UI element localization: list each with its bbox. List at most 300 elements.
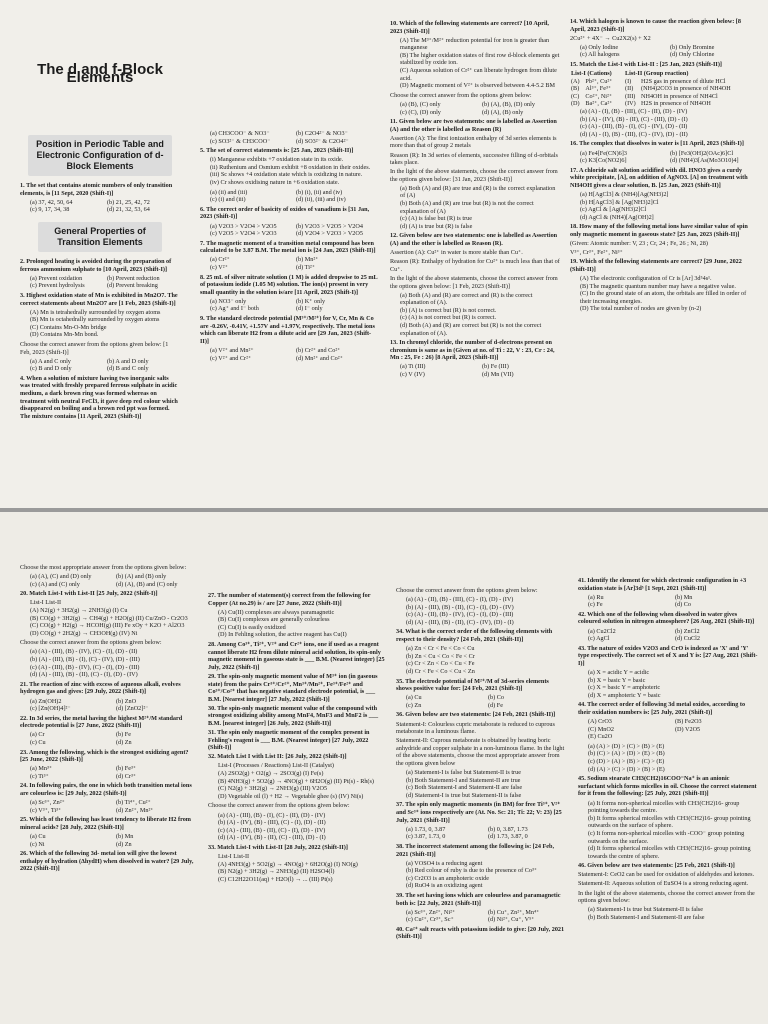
list-line: (a) (A) - (II), (B) - (III), (C) - (I), (D) - (IV) [406, 596, 514, 604]
section-heading-position: Position in Periodic Table and Electronic Configuration of d-Block Elements [28, 135, 172, 176]
table-header-list1: List-I (Cations) [571, 70, 612, 78]
option: (a) Cu2Cl2 [588, 627, 616, 635]
option: (d) Mn²⁺ and Co²⁺ [296, 354, 343, 362]
option: (b) 21, 25, 42, 72 [107, 198, 150, 206]
table-cell: (A) [571, 77, 580, 85]
option: (c) K3[Co(NO2)6] [580, 157, 627, 165]
option: (b) V2O3 > V2O5 > V2O4 [296, 222, 363, 230]
list-line: (B) Mn is octahedrally surrounded by oxygen atoms [30, 316, 160, 324]
list-line: (C) Cu(I) is easily oxidized [218, 623, 286, 631]
answer-options [580, 44, 756, 59]
column-1 [20, 0, 180, 508]
question-text: 27. The number of statement(s) correct from the following for Copper (At no.29) is / are [27 June, 2022 (Shift-II)] [208, 592, 371, 607]
statement-list [580, 191, 756, 221]
option: (b) (A), (B), (D) only [482, 100, 535, 108]
option: (d) (A), (B) only [482, 108, 524, 116]
option: (d) [ZnO2]²⁻ [116, 705, 149, 713]
list-line: (A) The M³⁺/M²⁺ reduction potential for iron is greater than manganese [400, 36, 550, 52]
table-cell: H2S in presence of NH4OH [641, 100, 711, 108]
list-line: (A) 4NH3(g) + 5O2(g) → 4NO(g) + 6H2O(g) (I) NO(g) [218, 860, 358, 868]
option: (a) 37, 42, 50, 64 [30, 198, 73, 206]
answer-options [400, 363, 560, 378]
statement-list [588, 743, 758, 773]
answer-options [588, 628, 758, 643]
question-text: 2. Prolonged heating is avoided during the preparation of ferrous ammonium sulphate to [10 April, 2023 (Shift-I)] [20, 258, 172, 273]
answer-options [30, 765, 198, 780]
option: (c) V (IV) [400, 371, 425, 379]
question-text: 35. The electrode potential of M²⁺/M of 3d-series elements shows positive value for: [24 Feb, 2021 (Shift-I)] [396, 677, 549, 693]
answer-options [406, 909, 566, 924]
question-note: Choose the correct answer from the options given below: [390, 91, 532, 99]
list-line: (d) (A) - (III), (B) - (II), (C) - (IV), (D) - (I) [406, 618, 514, 626]
option [675, 733, 758, 741]
list-line: (a) It forms non-spherical micelles with CH3(CH2)16- group pointing towards the centre. [588, 799, 740, 815]
answer-options [30, 275, 180, 290]
list-line: (C) C12H22O11(aq) + H2O(l) → ... (III) Pt(s) [218, 875, 333, 883]
question-note: Reason (R): In 3d series of elements, successive filling of d-orbitals takes place. [390, 151, 558, 167]
statement-list [588, 800, 758, 861]
list-line: (a) (A) - (I), (B) - (III), (C) - (II), (D) - (IV) [580, 108, 688, 116]
option: (b) Only Bromine [670, 43, 715, 51]
table-cell: Co²⁺, Ni²⁺ [585, 92, 613, 100]
list-line: (a) Statement-I is false but Statement-II is true [406, 769, 521, 777]
questions-block-3 [390, 20, 560, 379]
table-cell: (D) [571, 100, 580, 108]
answer-options [30, 199, 180, 214]
question-note: 2Cu²⁺ + 4X⁻ → Cu2X2(s) + X2 [570, 34, 651, 42]
question-text: 36. Given below are two statements: [24 Feb, 2021 (Shift-II)] [396, 711, 556, 719]
list-line: (a) Both (A) and (R) are correct and (R) is the correct explanation of (A). [400, 291, 533, 307]
option: (a) Cu [406, 694, 422, 702]
column-7 [396, 512, 566, 1024]
question-note: Choose the correct answer from the options given below: [208, 802, 350, 810]
question-text: 13. In chromyl chloride, the number of d-electrons present on chromium is same as in (Given at no. of Ti : 22, V : 23, Cr : 24, Mn : 25, Fe : 26) [8 April, 2023 (Shift-II)] [390, 339, 555, 362]
answer-options [30, 573, 198, 588]
question-note: Choose the correct answer from the options given below: [20, 639, 162, 647]
list-line: (d) It forms spherical micelles with CH3(CH2)16- group pointing towards the centre of sphere. [588, 845, 751, 860]
list-line: (a) Zn < Cr < Fe < Co < Cu [406, 645, 475, 653]
option: (a) Cu [30, 833, 46, 840]
list-line: (B) N2(g) + 3H2(g) → 2NH3(g) (II) H2SO4(l) [218, 868, 335, 876]
statement-list [30, 599, 198, 637]
option: (a) Cr²⁺ [210, 256, 230, 264]
statement-list [30, 309, 180, 339]
option: (D) V2O5 [675, 725, 701, 733]
questions-block-5 [20, 564, 198, 873]
list-line: (B) CO(g) + 3H2(g) → CH4(g) + H2O(g) (II) Cu/ZnO - Cr2O3 [30, 614, 188, 622]
answer-options [210, 130, 378, 145]
list-line: (D) The total number of nodes are given by (n-2) [580, 305, 702, 313]
list-line: (D) Magnetic moment of V²⁺ is observed between 4.4-5.2 BM [400, 82, 556, 90]
list-line: (b) X = basic Y = basic [588, 676, 646, 684]
option: (d) B and C only [107, 365, 149, 373]
list-line: (d) (A) - (III), (B) - (II), (C) - (I), (D) - (IV) [30, 671, 138, 679]
list-line: (b) Both (A) and (R) are true but (R) is not the correct explanation of (A) [400, 200, 534, 215]
option: (d) Ti²⁺ [296, 264, 316, 271]
questions-block-6 [208, 592, 386, 883]
option: (d) Ni²⁺, Cu⁺, V⁵⁺ [488, 916, 535, 924]
questions-block-8 [578, 577, 758, 921]
option: (b) Mn [675, 593, 693, 601]
question-text: 15. Match the List-I with List-II : [25 Jan, 2023 (Shift-II)] [570, 60, 722, 68]
question-note: Assertion (A): The first ionization enthalpy of 3d series elements is more than that of group 2 metals [390, 134, 557, 150]
list-line: (d) AgCl & (NH4)[Ag(OH)2] [580, 213, 654, 221]
option: (a) Only Iodine [580, 43, 619, 51]
option: (c) 9, 17, 34, 38 [30, 206, 70, 214]
section-heading-properties: General Properties of Transition Elements [38, 222, 162, 252]
list-line: (a) X = acidic Y = acidic [588, 669, 650, 677]
answer-options [580, 150, 756, 165]
option: (d) 21, 32, 53, 64 [107, 206, 150, 214]
column-2 [200, 0, 378, 508]
question-text: 46. Given below are two statements: [25 Feb, 2021 (Shift-I)] [578, 862, 735, 870]
list-line: (iii) Sc shows +4 oxidation state which is oxidizing in nature. [210, 171, 363, 179]
question-text: 19. Which of the following statements are correct? [29 June, 2022 (Shift-II)] [570, 258, 742, 273]
answer-options [406, 694, 566, 709]
option: (a) A and C only [30, 357, 71, 365]
list-line: (a) H[AgCl3] & (NH4)[Ag(NH3)2] [580, 190, 669, 198]
option: (b) A and D only [107, 357, 149, 365]
table-cell: Al³⁺, Fe³⁺ [585, 85, 612, 93]
question-note: Choose the most appropriate answer from the options given below: [20, 564, 187, 571]
option: (b) Fe (III) [482, 363, 509, 371]
option: (c) SO3²⁻ & CH3COO⁻ [210, 137, 271, 145]
answer-options [406, 826, 566, 841]
question-text: 17. A chloride salt solution acidified with dil. HNO3 gives a curdy white precipitate, [A], on addition of AgNO3. [A] on treatment with NH4OH gives a clear solution, B. [25 Jan, 2023 (Shift-II)] [570, 166, 748, 189]
question-text: 8. 25 mL of silver nitrate solution (1 M) is added dropwise to 25 mL of potassium iodide (1.05 M) solution. The ion(s) present in very small quantity in the solution is/are [11 April, 2023 (Shift-I)] [200, 273, 378, 296]
option: (b) Mn [116, 833, 134, 840]
list-line: (iv) Cr shows oxidising nature in +6 oxidation state. [210, 179, 340, 187]
question-note: Choose the correct answer from the options given below: [396, 587, 538, 594]
statement-list [400, 37, 560, 90]
option: (d) V2O4 > V2O3 > V2O5 [296, 230, 363, 238]
list-line: (a) VOSO4 is a reducing agent [406, 859, 483, 867]
list-line: (b) Both Statement-I and Statement-II are true [406, 776, 521, 784]
list-line: (b) (A) is correct but (R) is not correct. [400, 306, 497, 314]
option: (c) Ag⁺ and I⁻ both [210, 305, 259, 313]
column-4 [570, 0, 756, 508]
option: (a) Ti (III) [400, 363, 426, 371]
question-text: 12. Given below are two statements: one is labelled as Assertion (A) and the other is labelled as Reason (R). [390, 232, 558, 248]
list-line: (A) The electronic configuration of Cr is [Ar] 3d⁵4s¹. [580, 274, 712, 282]
option: (b) Cr²⁺ and Co²⁺ [296, 346, 341, 354]
option: (d) (ii), (iii) and (iv) [296, 196, 346, 204]
list-line: (b) It forms spherical micelles with CH3(CH2)16- group pointing outwards on the surface of sphere. [588, 814, 751, 830]
question-text: 26. Which of the following 3d- metal ion will give the lowest enthalpy of hydration (ΔhydH) when dissolved in water? [29 July, 2022 (Shift-II)] [20, 850, 194, 873]
list-line: (C) In the ground state of an atom, the orbitals are filled in order of their increasing energies. [580, 290, 747, 305]
list-line: (d) X = amphoteric Y = basic [588, 691, 661, 699]
table-cell: Pb²⁺, Cu²⁺ [585, 77, 613, 85]
question-note: Choose the correct answer from the options given below: [1 Feb, 2023 (Shift-I)] [20, 341, 169, 356]
option: (c) Ti³⁺ [30, 772, 49, 780]
answer-options [210, 256, 378, 271]
list-line: (c) (D) > (A) > (B) > (C) > (E) [588, 758, 665, 766]
list-line: (a) (A) - (III), (B) - (IV), (C) - (I), (D) - (II) [30, 648, 138, 656]
option: (a) Sc³⁺, Zn²⁺ [30, 799, 65, 807]
list-line: (c) (A) - (II), (B) - (IV), (C) - (I), (D) - (III) [406, 611, 514, 619]
list-line: (d) (A) > (C) > (D) > (B) > (E) [588, 765, 665, 773]
question-text: 23. Among the following, which is the strongest oxidizing agent? [25 June, 2022 (Shift-I)] [20, 748, 189, 764]
option: (a) V²⁺ and Mn²⁺ [210, 346, 254, 354]
list-line: (d) Statement-I is true but Statement-II is false [406, 791, 522, 799]
question-text: 39. The set having ions which are colourless and paramagnetic both is: [22 July, 2021 (Shift-II)] [396, 891, 561, 907]
statement-list [400, 292, 560, 338]
option: (B) Fe2O3 [675, 718, 702, 726]
statement-list [406, 860, 566, 890]
option: (b) 0, 3.87, 1.73 [488, 825, 528, 833]
answer-options [30, 833, 198, 848]
list-line: (C) Contains Mn-O-Mn bridge [30, 323, 107, 331]
question-text: 9. The standard electrode potential (M³⁺/M²⁺) for V, Cr, Mn & Co are -0.26V, -0.41V, +1.57V and +1.97V, respectively. The metal ions which can liberate H2 from a dilute acid are [29 Jan, 2023 (Shift-II)] [200, 315, 375, 345]
option: (b) [Fe3(OH)2(OAc)6]Cl [670, 149, 734, 157]
option: (a) (ii) and (iii) [210, 188, 248, 196]
list-line: (D) Contains Mn-Mn bond. [30, 331, 99, 339]
list-line: (B) Cu(I) complexes are generally colourless [218, 616, 330, 624]
table-cell: (NH4)2CO3 in presence of NH4OH [641, 85, 731, 93]
list-line: (c) X = basic Y = amphoteric [588, 684, 661, 692]
questions-block-1b [20, 258, 180, 420]
option: (b) ZnO [116, 697, 137, 705]
question-text: 3. Highest oxidation state of Mn is exhibited in Mn2O7. The correct statements about Mn2O7 are [1 Feb, 2023 (Shift-I)] [20, 291, 178, 307]
option: (b) C2O4²⁻ & NO3⁻ [296, 130, 348, 137]
question-text: 43. The nature of oxides V2O3 and CrO is indexed as 'X' and 'Y' type respectively. The correct set of X and Y is: [27 Aug, 2021 (Shift-I)] [578, 644, 758, 667]
question-note: Statement-I: Colourless cupric metaborate is reduced to cuprous metaborate in a luminous flame. [396, 720, 555, 736]
table-row [570, 78, 756, 86]
list-line: (A) N2(g) + 3H2(g) → 2NH3(g) (I) Cu [30, 606, 128, 614]
statement-list [406, 645, 566, 675]
option: (a) Cr [30, 731, 45, 739]
option: (b) Prevent reduction [107, 274, 160, 282]
statement-list [218, 853, 386, 883]
statement-list [400, 185, 560, 231]
question-text: 4. When a solution of mixture having two inorganic salts was treated with freshly prepared ferrous sulphate in acidic medium, a dark brown ring was formed whereas on treatment with neutral FeCl3, it gave deep red colour which disappeared on boiling and a brown red ppt was formed. The mixture contains [11 April, 2023 (Shift-I)] [20, 374, 178, 420]
top-page [0, 0, 768, 508]
option: (b) Mn²⁺ [296, 256, 319, 264]
list-line: (d) Cr < Fe < Co < Cu < Zn [406, 667, 475, 675]
option: (b) Cu⁺, Zn²⁺, Mn⁴⁺ [488, 908, 540, 916]
option: (c) Prevent hydrolysis [30, 282, 85, 290]
question-text: 33. Match List-I with List-II [28 July, 2022 (Shift-II)] [208, 843, 348, 851]
list-line: (b) (A) - (III), (B) - (II), (C) - (I), (D) - (IV) [406, 603, 514, 611]
option: (d) Mn (VII) [482, 371, 514, 379]
table-cell: (IV) [625, 100, 636, 108]
column-6 [208, 512, 386, 1024]
table-cell: NH4OH in presence of NH4Cl [641, 92, 718, 100]
table-row [570, 85, 756, 93]
list-line: (a) Statement-I is true but Statement-II is false [588, 906, 703, 914]
question-text: 34. What is the correct order of the following elements with respect to their density? [24 Feb, 2021 (Shift-II)] [396, 628, 553, 644]
list-line: (D) Vegetable oil (l) + H2 → Vegetable ghee (s) (IV) Ni(s) [218, 792, 364, 800]
option: (a) (B), (C) only [400, 100, 441, 108]
question-note: Statement-II: Aqueous solution of EuSO4 is a strong reducing agent. [578, 880, 749, 888]
option: (c) V²⁺ [210, 264, 228, 271]
list-line: (c) (A) - (III), (B) - (I), (C) - (IV), (D) - (II) [580, 123, 688, 131]
option: (c) Ni [30, 840, 45, 848]
option: (a) Prevent oxidation [30, 274, 83, 282]
option: (d) (NH4)3[As(Mo3O10)4] [670, 157, 739, 165]
questions-block-1 [20, 182, 180, 214]
question-text: 20. Match List-I with List-II [25 July, 2022 (Shift-I)] [20, 590, 158, 598]
option: (d) Prevent breaking [107, 282, 158, 290]
question-note: Reason (R): Enthalpy of hydration for Cu²⁺ is much less than that of Cu⁺. [390, 258, 560, 273]
option: (c) AgCl [588, 635, 610, 643]
option: (c) Zn [406, 701, 422, 709]
option: (a) 1.73, 0, 3.87 [406, 825, 446, 833]
table-header-list2: List-II (Group reaction) [625, 70, 689, 78]
statement-list [588, 669, 758, 699]
option: (a) Fe4[Fe(CN)6]3 [580, 149, 627, 157]
answer-options [30, 358, 180, 373]
question-text: 42. Which one of the following when dissolved in water gives coloured solution in nitrogen atmosphere? [26 Aug, 2021 (Shift-II)] [578, 610, 755, 626]
list-line: (B) The higher oxidation states of first row d-block elements get stabilized by oxide ion. [400, 51, 560, 67]
question-note: Statement-I: CeO2 can be used for oxidation of aldehydes and ketones. [578, 871, 755, 879]
answer-options [30, 731, 198, 746]
column-8 [578, 512, 758, 1024]
statement-list [30, 648, 198, 678]
list-line: (C) CO(g) + H2(g) → HCOH(g) (III) Fe xOy + K2O + Al2O3 [30, 622, 185, 630]
option: (d) I⁻ only [296, 305, 323, 313]
list-line: (c) Cr < Zn < Co < Cu < Fe [406, 660, 475, 668]
question-text: 45. Sodium stearate CH3(CH2)16COO⁻Na⁺ is an anionic surfactant which forms micelles in oil. Choose the correct statement for it from the following: [25 July, 2021 (Shift-II)] [578, 775, 757, 798]
question-text: 14. Which halogen is known to cause the reaction given below: [8 April, 2023 (Shift-I)] [570, 18, 741, 33]
option: (b) Ti⁴⁺, Cu²⁺ [116, 799, 151, 807]
question-note: In the light of the above statements, choose the correct answer from the options given below: [31 Jan, 2023 (Shift-II)] [390, 168, 558, 183]
list-line: (ii) Ruthenium and Osmium exhibit +8 oxidation in their oxides. [210, 163, 371, 171]
statement-list [588, 906, 758, 921]
question-text: 10. Which of the following statements are correct? [10 April, 2023 (Shift-II)] [390, 20, 549, 35]
option: (C) MnO2 [588, 725, 614, 733]
list-line: (d) (A) - (I), (B) - (III), (C) - (IV), (D) - (II) [580, 130, 688, 138]
list-line: (c) (A) is false but (R) is true [400, 215, 472, 223]
answer-options [30, 698, 198, 713]
statement-list [406, 769, 566, 799]
list-line: (c) It forms non-spherical micelles with -COO⁻ group pointing outwards on the surface. [588, 829, 745, 845]
statement-list [218, 762, 386, 800]
list-line: (c) (A) - (III), (B) - (II), (C) - (I), (D) - (IV) [218, 826, 326, 834]
question-text: 5. The set of correct statements is: [25 Jan, 2023 (Shift-II)] [200, 147, 354, 155]
option: (a) NO3⁻ only [210, 297, 247, 305]
option: (c) (i) and (iii) [210, 196, 246, 204]
statement-list [406, 596, 566, 626]
list-line: (b) H[AgCl3] & [Ag(NH3)2]Cl [580, 198, 659, 206]
questions-block-7 [396, 587, 566, 941]
option: (d) Fe [488, 701, 503, 709]
option: (b) ZnCl2 [675, 627, 700, 635]
option: (c) V2O5 > V2O4 > V2O3 [210, 230, 277, 238]
question-note: Statement-II: Cuprous metaborate is obtained by heating boric anhydride and copper sulphate in a non-luminous flame. In the light of the above statements, choose the most appropriate answer from the options given below [396, 737, 565, 767]
list-line: (c) Both Statement-I and Statement-II are false [406, 784, 523, 792]
column-3 [390, 0, 560, 508]
table-row [570, 100, 756, 108]
answer-options [588, 594, 758, 609]
option: (c) B and D only [30, 365, 72, 373]
option: (d) Only Chlorine [670, 51, 715, 59]
list-line: (c) Cr2O3 is an amphoteric oxide [406, 874, 489, 882]
statement-list [580, 275, 756, 313]
question-text: 38. The incorrect statement among the following is: [24 Feb, 2021 (Shift-II)] [396, 842, 555, 858]
list-line: (b) Red colour of ruby is due to the presence of Co³⁺ [406, 867, 538, 875]
list-line: List-I List-II [218, 853, 250, 860]
table-cell: (I) [625, 77, 632, 85]
answer-options [210, 298, 378, 313]
list-line: (d) RuO4 is an oxidizing agent [406, 882, 483, 890]
list-line: (C) Aqueous solution of Cr²⁺ can liberate hydrogen from dilute acid. [400, 67, 557, 82]
list-line: (b) (C) > (A) > (D) > (E) > (B) [588, 750, 665, 758]
question-text: 29. The spin-only magnetic moment value of M³⁺ ion (in gaseous state) from the pairs Cr³⁺/Cr²⁺, Mn³⁺/Mn²⁺, Fe³⁺/Fe²⁺ and Co³⁺/Co²⁺ that has negative standard electrode potential, is ___ B.M. [Nearest integer] [27 July, 2022 (Shift-I)] [208, 672, 378, 703]
option: (c) 3.87, 1.73, 0 [406, 833, 446, 841]
option: (b) (A) and (B) only [116, 573, 167, 581]
question-text: 24. In following pairs, the one in which both transition metal ions are colourless is: [29 July, 2022 (Shift-I)] [20, 782, 192, 798]
question-text: 18. How many of the following metal ions have similar value of spin only magnetic moment in gaseous state? [25 Jan, 2023 (Shift-II)] [570, 223, 748, 238]
list-line: (A) Mn is tetrahedrally surrounded by oxygen atoms [30, 308, 161, 316]
bottom-page [0, 512, 768, 1024]
option: (d) SO3²⁻ & C2O4²⁻ [296, 137, 349, 145]
list-line: (b) (A) - (IV), (B) - (II), (C) - (III), (D) - (I) [580, 115, 688, 123]
questions-block-4b [570, 108, 756, 313]
column-5 [20, 512, 198, 1024]
option: (c) Fe [588, 601, 603, 609]
question-text: 11. Given below are two statements: one is labelled as Assertion (A) and the other is labelled as Reason (R) [390, 118, 557, 133]
question-text: 44. The correct order of following 3d metal oxides, according to their oxidation numbers is: [25 July, 2021 (Shift-I)] [578, 701, 746, 716]
questions-block-4 [570, 18, 756, 69]
question-text: 28. Among Co³⁺, Ti²⁺, V²⁺ and Cr²⁺ ions, one if used as a reagent cannot liberate H2 from dilute mineral acid solution, its spin-only magnetic moment in gaseous state is ___ B.M. (Nearest integer) [25 July, 2022 (Shift-I)] [208, 641, 385, 671]
question-text: 6. The correct order of basicity of oxides of vanadium is [31 Jan, 2023 (Shift-I)] [200, 205, 370, 221]
option: (d) CuCl2 [675, 635, 700, 643]
table-cell: H2S gas in presence of dilute HCl [641, 77, 726, 85]
list-line: (b) Both Statement-I and Statement-II are false [588, 913, 705, 921]
question-text: 21. The reaction of zinc with excess of aqueous alkali, evolves hydrogen gas and gives: [29 July, 2022 (Shift-I)] [20, 680, 181, 696]
list-line: (D) CO(g) + 2H2(g) → CH3OH(g) (IV) Ni [30, 629, 138, 637]
option: (b) Fe [116, 731, 131, 739]
option: (c) Cu²⁺, Cr³⁺, Sc⁺ [406, 916, 454, 924]
question-note: (Given: Atomic number: V, 23 ; Cr, 24 ; Fe, 26 ; Ni, 28) [570, 240, 708, 248]
question-text: 1. The set that contains atomic numbers of only transition elements, is [11 Sept, 2020 (Shift-I)] [20, 182, 173, 197]
option: (c) [Zn(OH)4]²⁻ [30, 705, 71, 713]
list-line: (d) Both (A) and (R) are correct but (R) is not the correct explanation of (A). [400, 321, 542, 337]
list-line: (c) (A) - (III), (B) - (IV), (C) - (I), (D) - (III) [30, 663, 140, 671]
list-line: (D) In Fehling solution, the active reagent has Cu(I) [218, 631, 347, 639]
list-line: (d) (A) is true but (R) is false [400, 222, 473, 230]
option: (b) K⁺ only [296, 297, 326, 305]
table-cell: (III) [625, 92, 636, 100]
statement-list [580, 108, 756, 138]
option: (b) Co [488, 694, 504, 702]
list-line: (a) (A) > (D) > (C) > (B) > (E) [588, 742, 665, 750]
option: (c) All halogens [580, 51, 620, 59]
statement-list [218, 609, 386, 639]
question-text: 40. Ca²⁺ salt reacts with potassium iodide to give: [20 July, 2021 (Shift-II)] [396, 925, 565, 941]
list-line: (b) Zn < Cu < Co < Fe < Cr [406, 652, 475, 660]
list-line: (A) 2SO2(g) + O2(g) → 2SO3(g) (I) Fe(s) [218, 770, 324, 778]
list-line: (a) (A) - (III), (B) - (I), (C) - (II), (D) - (IV) [218, 811, 326, 819]
option: (d) Zn [116, 738, 132, 746]
question-text: 16. The complex that dissolves in water is [11 April, 2023 (Shift-I)] [570, 140, 744, 148]
question-text: 41. Identify the element for which electronic configuration in +3 oxidation state is [Ar]3d⁵ [1 Sept, 2021 (Shift-II)] [578, 577, 747, 592]
list-line: (i) Manganese exhibits +7 oxidation state in its oxide. [210, 156, 344, 164]
option: (d) 1.73, 3.87, 0 [488, 833, 528, 841]
option: (d) (A), (B) and (C) only [116, 580, 178, 588]
list-line: List-I (Processes / Reactions) List-II (Catalyst) [218, 762, 334, 770]
list-line: (b) (A) - (IV), (B) - (III), (C) - (I), (D) - (II) [218, 819, 326, 827]
answer-options [30, 799, 198, 814]
list-line: (a) Both (A) and (R) are true and (R) is the correct explanation of (A) [400, 184, 556, 200]
list-line: (B) The magnetic quantum number may have a negative value. [580, 282, 736, 290]
question-text: 32. Match List I with List II: [26 July, 2022 (Shift-I)] [208, 753, 347, 761]
option: (b) (i), (ii) and (iv) [296, 188, 343, 196]
question-note: Assertion (A): Cu²⁺ in water is more stable than Cu⁺. [390, 249, 523, 257]
question-text: 37. The spin only magnetic moments (in BM) for free Ti³⁺, V²⁺ and Sc³⁺ ions respectively are (At. No. Sc: 21; Ti: 22; V: 23) [25 July, 2021 (Shift-II)] [396, 801, 562, 824]
option: (b) Fe³⁺ [116, 765, 137, 773]
